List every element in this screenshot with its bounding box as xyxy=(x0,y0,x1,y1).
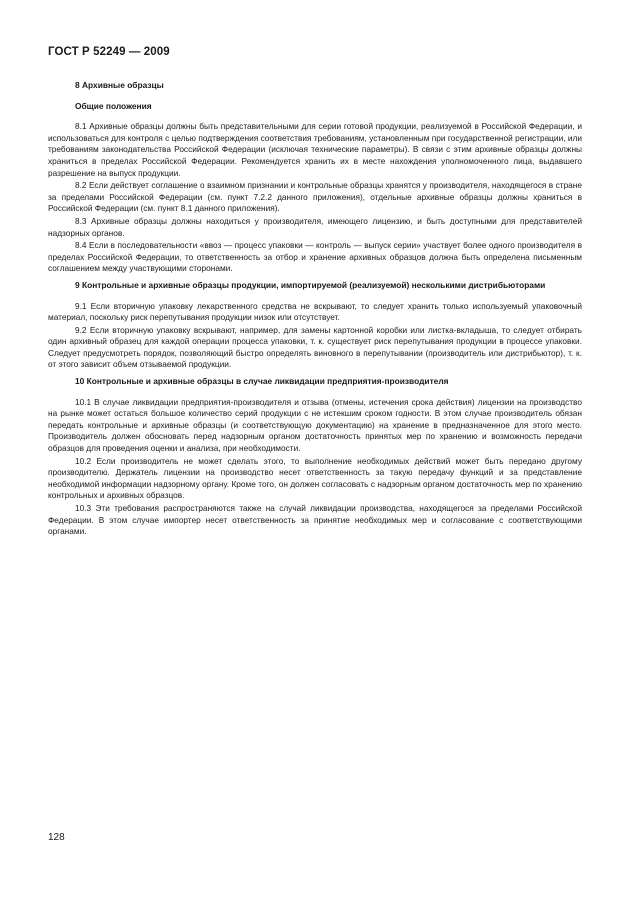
paragraph: 10.2 Если производитель не может сделать этого, то выполнение необходимых действий может быть передано другому производителю. Держатель лицензии на производство несет ответственность за такую передачу функций и за представление необходимой информации надзорному органу. Кроме того, он должен согласовать с надзорным органом достаточность мер по хранению контрольных и архивных образцов. xyxy=(48,455,582,501)
paragraph: 8.1 Архивные образцы должны быть представительными для серии готовой продукции, реализуемой в Российской Федерации, и использоваться для контроля с целью подтверждения соответствия требованиям, установленным при государственной регистрации, или требованиям законодательства Российской Федерации (исключая технические параметры). В связи с этим архивные образцы должны храниться в пределах Российской Федерации. Рекомендуется хранить их в месте нахождения уполномоченного лица, выдавшего разрешение на выпуск продукции. xyxy=(48,121,582,178)
paragraph: 8.3 Архивные образцы должны находиться у производителя, имеющего лицензию, и быть доступными для представителей надзорных органов. xyxy=(48,215,582,238)
section-subheading: Общие положения xyxy=(75,100,152,111)
section-heading: 8 Архивные образцы xyxy=(75,80,164,90)
document-body xyxy=(48,80,582,539)
paragraph: 9.2 Если вторичную упаковку вскрывают, например, для замены картонной коробки или листка-вкладыша, то следует отбирать один архивный образец для каждой операции процесса упаковки, т. к. существует риск перепутывания продукции в процессе упаковки. Следует предусмотреть порядок, позволяющий быстро определять виновного в перепутывании (производитель или дистрибьютор), т. к. от этого зависит объем отзываемой продукции. xyxy=(48,324,582,370)
paragraph: 10.3 Эти требования распространяются также на случай ликвидации производства, находящегося за пределами Российской Федерации. В этом случае импортер несет ответственность за принятие необходимых мер и согласование с соответствующими органами. xyxy=(48,503,582,537)
paragraph: 8.2 Если действует соглашение о взаимном признании и контрольные образцы хранятся у производителя, находящегося в стране за пределами Российской Федерации (см. пункт 7.2.2 данного приложения), отдельные архивные образцы должны храниться в Российской Федерации (см. пункт 8.1 данного приложения). xyxy=(48,180,582,214)
paragraph: 8.4 Если в последовательности «ввоз — процесс упаковки — контроль — выпуск серии» участвует более одного производителя в пределах Российской Федерации, то ответственность за отбор и хранение архивных образцов должна быть определена письменным соглашением между участвующими сторонами. xyxy=(48,240,582,274)
section-heading: 9 Контрольные и архивные образцы продукции, импортируемой (реализуемой) несколькими дистрибьюторами xyxy=(75,279,546,290)
paragraph: 9.1 Если вторичную упаковку лекарственного средства не вскрывают, то следует хранить только используемый упаковочный материал, поскольку риск перепутывания продукции низок или отсутствует. xyxy=(48,300,582,323)
page-number: 128 xyxy=(48,832,65,843)
section-heading: 10 Контрольные и архивные образцы в случае ликвидации предприятия-производителя xyxy=(75,376,449,387)
paragraph: 10.1 В случае ликвидации предприятия-производителя и отзыва (отмены, истечения срока действия) лицензии на производство на рынке может остаться большое количество серий продукции с не истекшим сроком годности. В этом случае производитель обязан передать контрольные и архивные образцы (и соответствующую документацию) на хранение в предназначенное для этого место. Производитель должен обосновать перед надзорным органом достаточность принятых мер по хранению и возможность передачи образцов для проведения оценки и анализа, при необходимости. xyxy=(48,396,582,454)
document-header: ГОСТ Р 52249 — 2009 xyxy=(48,46,170,58)
